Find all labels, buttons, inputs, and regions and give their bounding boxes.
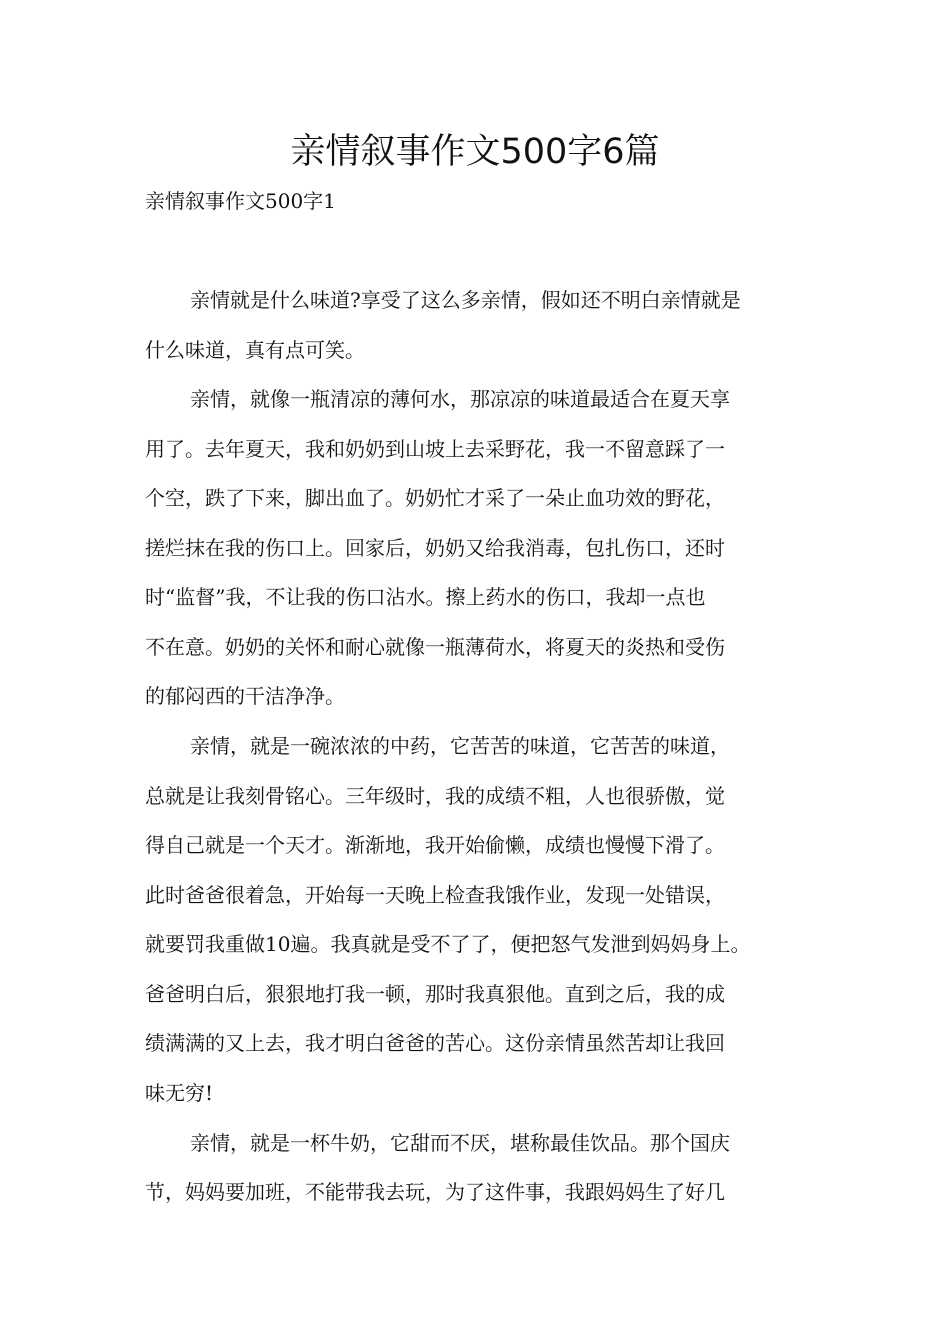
paragraph-3-line-7: 绩满满的又上去，我才明白爸爸的苦心。这份亲情虽然苦却让我回 <box>145 1031 725 1055</box>
paragraph-2-line-4: 搓烂抹在我的伤口上。回家后，奶奶又给我消毒，包扎伤口，还时 <box>145 536 725 560</box>
paragraph-4-line-2: 节，妈妈要加班，不能带我去玩，为了这件事，我跟妈妈生了好几 <box>145 1180 725 1204</box>
paragraph-3-line-6: 爸爸明白后，狠狠地打我一顿，那时我真狠他。直到之后，我的成 <box>145 982 725 1006</box>
document-title: 亲情叙事作文500字6篇 <box>290 132 660 172</box>
paragraph-2-line-2: 用了。去年夏天，我和奶奶到山坡上去采野花，我一不留意踩了一 <box>145 437 725 461</box>
paragraph-3-line-3: 得自己就是一个天才。渐渐地，我开始偷懒，成绩也慢慢下滑了。 <box>145 833 725 857</box>
paragraph-3-line-8: 味无穷! <box>145 1081 214 1105</box>
section-heading: 亲情叙事作文500字1 <box>145 189 336 213</box>
paragraph-2-line-3: 个空，跌了下来，脚出血了。奶奶忙才采了一朵止血功效的野花， <box>145 486 725 510</box>
paragraph-2-line-6: 不在意。奶奶的关怀和耐心就像一瓶薄荷水，将夏天的炎热和受伤 <box>145 635 725 659</box>
paragraph-3-line-2: 总就是让我刻骨铭心。三年级时，我的成绩不粗，人也很骄傲，觉 <box>145 784 725 808</box>
paragraph-1-line-2: 什么味道，真有点可笑。 <box>145 338 365 362</box>
paragraph-2-line-1: 亲情，就像一瓶清凉的薄何水，那凉凉的味道最适合在夏天享 <box>190 387 730 411</box>
paragraph-1-line-1: 亲情就是什么味道?享受了这么多亲情，假如还不明白亲情就是 <box>190 288 741 312</box>
paragraph-2-line-5: 时“监督”我，不让我的伤口沾水。擦上药水的伤口，我却一点也 <box>145 585 706 609</box>
paragraph-3-line-5: 就要罚我重做10遍。我真就是受不了了，便把怒气发泄到妈妈身上。 <box>145 932 751 956</box>
paragraph-4-line-1: 亲情，就是一杯牛奶，它甜而不厌，堪称最佳饮品。那个国庆 <box>190 1131 730 1155</box>
paragraph-3-line-1: 亲情，就是一碗浓浓的中药，它苦苦的味道，它苦苦的味道， <box>190 734 730 758</box>
paragraph-3-line-4: 此时爸爸很着急，开始每一天晚上检查我饿作业，发现一处错误， <box>145 883 725 907</box>
paragraph-2-line-7: 的郁闷西的干洁净净。 <box>145 684 345 708</box>
